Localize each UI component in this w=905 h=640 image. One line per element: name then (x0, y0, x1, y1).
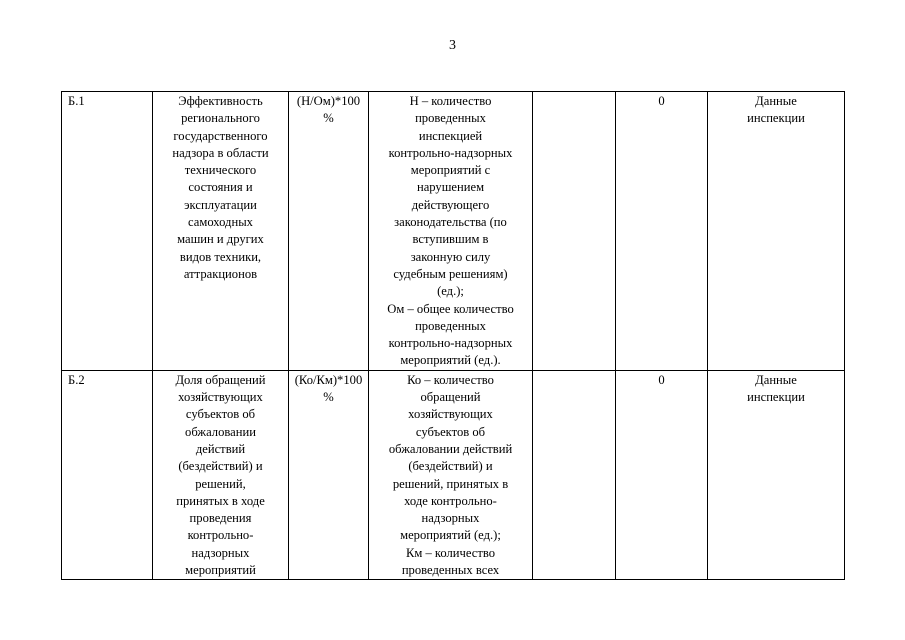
description-cell (369, 370, 533, 580)
source-cell (708, 92, 845, 371)
source-cell (708, 370, 845, 580)
indicator-value: 0 (658, 372, 665, 387)
formula-cell (289, 370, 369, 580)
indicator-name: Доля обращений хозяйствующих субъектов об обжаловании действий (бездействий) и решений, принятых в ходе проведения контрольно- надзорных мероприятий (175, 372, 266, 578)
indicator-cell (153, 370, 289, 580)
data-source: Данные инспекции (747, 94, 805, 126)
formula-description: Н – количество проведенных инспекцией контрольно-надзорных мероприятий с нарушением действующего законодательства (по вступившим в законную силу судебным решениям) (ед.); Ом – общее количество проведенных контрольно-надзорных мероприятий (ед.). (387, 94, 514, 368)
empty-cell (533, 92, 616, 371)
value-cell (616, 92, 708, 371)
row-code-cell (62, 92, 153, 371)
indicator-value: 0 (658, 94, 665, 108)
page-number: 3 (449, 38, 456, 53)
formula: (Ко/Км)*100 % (294, 372, 363, 405)
formula-cell (289, 92, 369, 371)
row-code: Б.1 (68, 94, 85, 108)
indicator-name: Эффективность регионального государственного надзора в области технического состояния и эксплуатации самоходных машин и других видов техники, аттракционов (172, 94, 269, 281)
empty-cell (533, 370, 616, 580)
row-code: Б.2 (68, 372, 85, 387)
description-cell (369, 92, 533, 371)
indicator-cell (153, 92, 289, 371)
row-code-cell (62, 370, 153, 580)
formula-description: Ко – количество обращений хозяйствующих субъектов об обжаловании действий (бездействий) и решений, принятых в ходе контрольно- надзорных мероприятий (ед.); Км – количество проведенных всех (388, 372, 513, 578)
data-source: Данные инспекции (747, 372, 805, 405)
indicators-table (61, 91, 845, 580)
formula: (Н/Ом)*100 % (296, 94, 361, 126)
table-row (62, 92, 845, 371)
table-row (62, 370, 845, 580)
value-cell (616, 370, 708, 580)
